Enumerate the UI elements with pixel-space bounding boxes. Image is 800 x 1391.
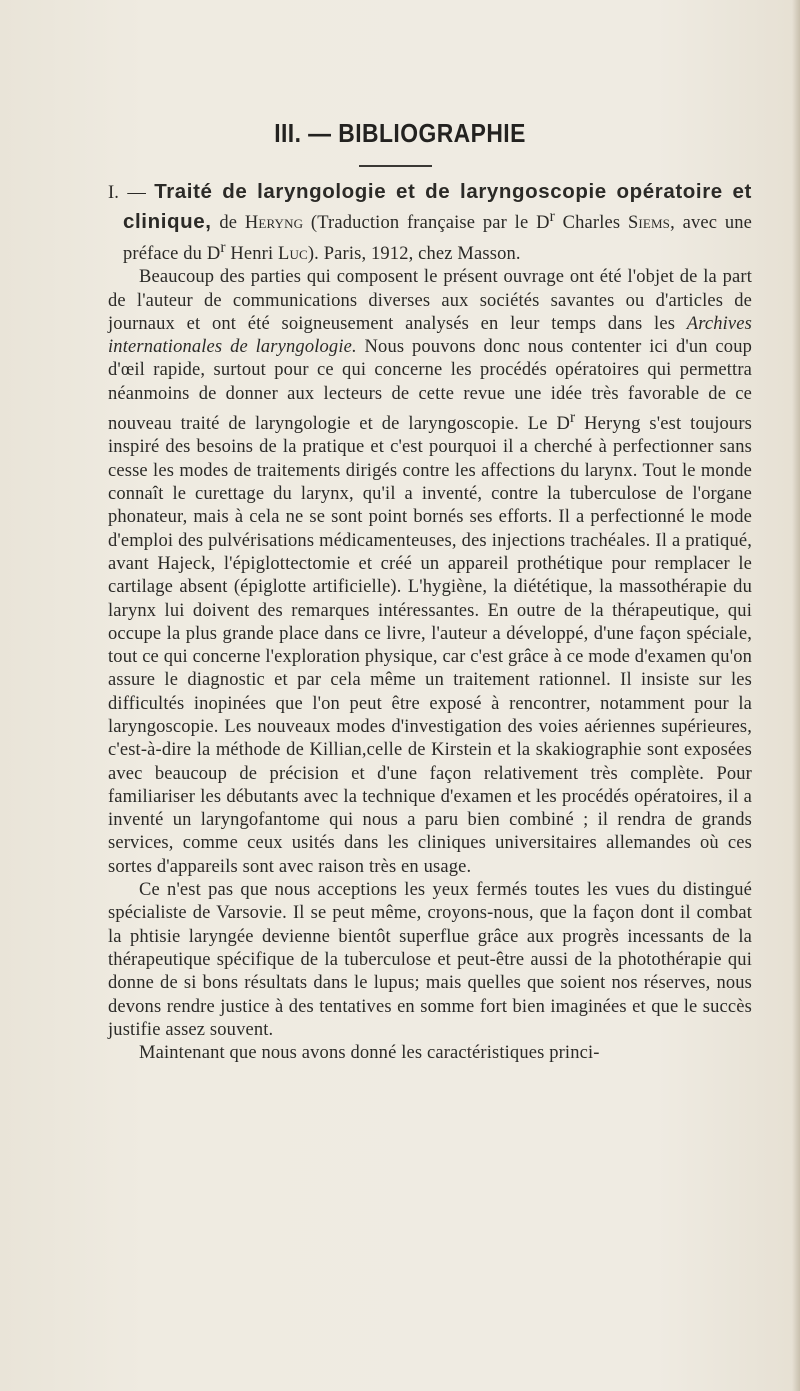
preface-prefix: , avec une préface du D xyxy=(123,213,753,264)
preface-first-name: Henri xyxy=(225,243,279,264)
translator-first-name: Charles xyxy=(554,213,628,234)
preface-last-name: Luc xyxy=(278,243,308,264)
heading-rule xyxy=(359,165,432,167)
page-edge-shadow xyxy=(792,0,800,1391)
translation-prefix: (Traduction française par le D xyxy=(303,213,550,234)
book-title: Traité de laryngologie et de laryngoscopie opératoire et clinique, xyxy=(123,180,752,234)
journal-title: Archives internationales de laryngologie. xyxy=(108,313,752,358)
reference-number: I. — xyxy=(108,183,155,203)
bibliographic-reference xyxy=(108,180,752,266)
paragraph-1 xyxy=(108,266,752,879)
preface-title-sup: r xyxy=(220,238,226,256)
reference-by: de xyxy=(211,213,245,234)
author-name: Heryng xyxy=(244,213,304,234)
section-heading: III. — BIBLIOGRAPHIE xyxy=(274,118,526,148)
paragraph-3: Maintenant que nous avons donné les caractéristiques princi- xyxy=(139,1043,600,1064)
body-text xyxy=(108,180,752,1065)
paragraph-1-part-1: Beaucoup des parties qui composent le présent ouvrage ont été l'objet de la part de l'auteur de communications diverses aux sociétés savantes ou d'articles de journaux et ont été soigneusement analysés en leur temps dans les xyxy=(108,267,752,334)
translator-last-name: Siems xyxy=(627,213,671,234)
paragraph-2: Ce n'est pas que nous acceptions les yeux fermés toutes les vues du distingué spécialiste de Varsovie. Il se peut même, croyons-nous, que la façon dont il combat la phtisie laryngée devienne bientôt superflue grâce aux progrès incessants de la thérapeutique spécifique de la tuberculose et peut-être aussi de la photothérapie qui donne de si bons résultats dans le lupus; mais quelles que soient nos réserves, nous devons rendre justice à des tentatives en somme fort bien imaginées et que le succès justifie assez souvent. xyxy=(108,880,752,1040)
paragraph-1-part-3: Heryng s'est toujours inspiré des besoins de la pratique et c'est pourquoi il a cherché à perfectionner sans cesse les modes de traitements dirigés contre les affections du larynx. Tout le monde connaît le curettage du larynx, qu'il a inventé, contre la tuberculose de l'organe phonateur, mais à cela ne se sont point bornés ses efforts. Il a perfectionné le mode d'emploi des pulvérisations médicamenteuses, des injections trachéales. Il a pratiqué, avant Hajeck, l'épiglottectomie et créé un appareil prothétique pour remplacer le cartilage absent (épiglotte artificielle). L'hygiène, la diététique, la massothérapie du larynx lui doivent des remarques intéressantes. En outre de la thérapeutique, qui occupe la plus grande place dans ce livre, l'auteur a développé, d'une façon spéciale, tout ce qui concerne l'exploration physique, car c'est grâce à ce mode d'examen qu'on assure le diagnostic et par cela même un traitement rationnel. Il insiste sur les difficultés inopinées que l'on peut être exposé à rencontrer, notamment pour la laryngoscopie. Les nouveaux modes d'investigation des voies aériennes supérieures, c'est-à-dire la méthode de Killian,celle de Kirstein et la skakiographie sont exposées avec beaucoup de précision et d'une façon relativement très complète. Pour familiariser les débutants avec la technique d'examen et les procédés opératoires, il a inventé un laryngofantome qui nous a paru bien combiné ; il rendra de grands services, comme ceux usités dans les cliniques universitaires allemandes où ces sortes d'appareils sont avec raison très en usage. xyxy=(108,414,752,877)
translator-title-sup: r xyxy=(549,208,555,226)
paragraph-1-part-2: Nous pouvons donc nous contenter ici d'un coup d'œil rapide, surtout pour ce qui concerne les procédés opératoires qui permettra néanmoins de donner aux lecteurs de cette revue une idée très favorable de ce nouveau traité de laryngologie et de laryngoscopie. Le D xyxy=(108,337,752,435)
doctor-title-sup: r xyxy=(570,408,576,426)
publication-info: ). Paris, 1912, chez Masson. xyxy=(307,243,521,264)
